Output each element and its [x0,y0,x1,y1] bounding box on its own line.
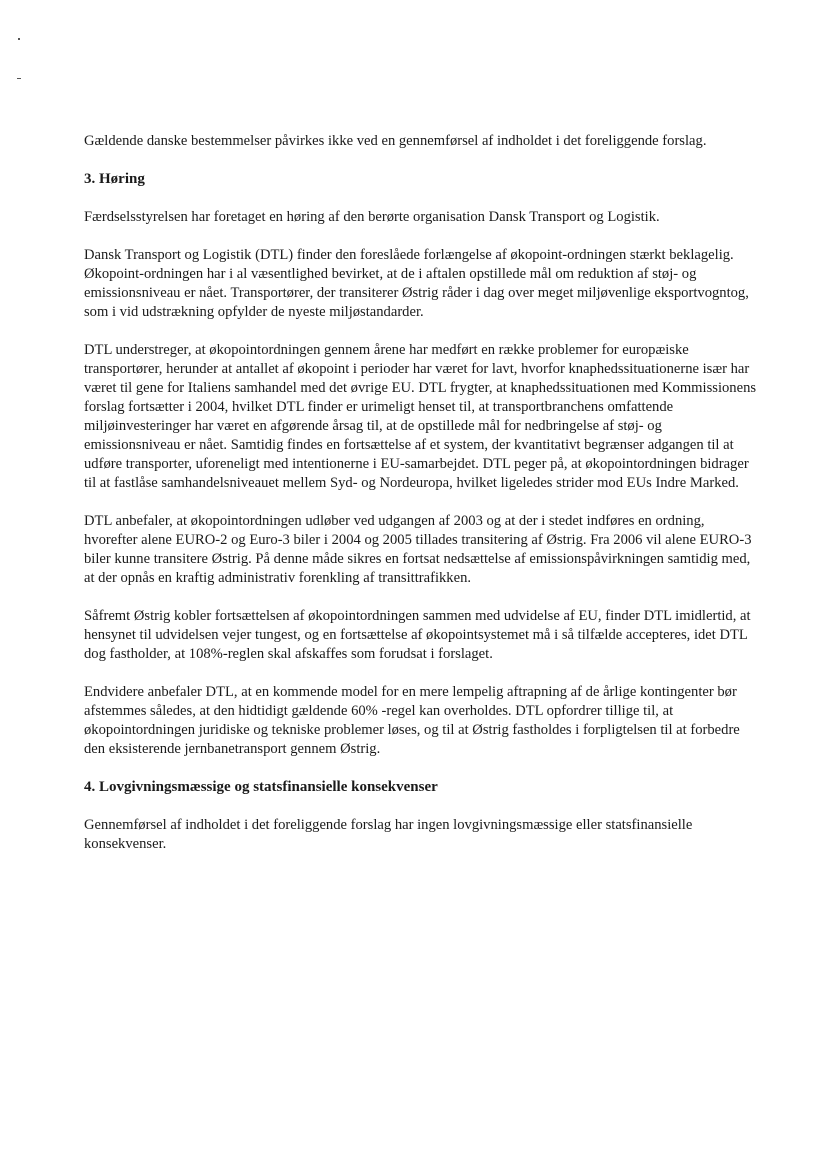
scan-mark-dash [17,78,21,79]
paragraph-hoering-5: Såfremt Østrig kobler fortsættelsen af økopointordningen sammen med udvidelse af EU, finder DTL imidlertid, at hensynet til udvidelsen vejer tungest, og en fortsættelse af økopointsystemet må i så tilfælde accepteres, idet DTL dog fastholder, at 108%-reglen skal afskaffes som forudsat i forslaget. [84,608,751,662]
paragraph-hoering-3: DTL understreger, at økopointordningen gennem årene har medført en række problemer for europæiske transportører, herunder at antallet af økopoint i perioder har været for lavt, hvorfor knaphedssituationerne især har været til gene for Italiens samhandel med det øvrige EU. DTL frygter, at knaphedssituationen med Kommissionens forslag fortsætter i 2004, hvilket DTL finder er urimeligt henset til, at transportbranchens omfattende miljøinvesteringer har været en afgørende årsag til, at de opstillede mål for nedbringelse af støj- og emissionsniveau er nået. Samtidig findes en fortsættelse af et system, der kvantitativt begrænser adgangen til at udføre transporter, uforeneligt med intentionerne i EU-samarbejdet. DTL peger på, at økopointordningen bidrager til at fastlåse samhandelsniveauet mellem Syd- og Nordeuropa, hvilket ligeledes strider mod EUs Indre Marked. [84,342,757,491]
paragraph-hoering-1: Færdselsstyrelsen har foretaget en høring af den berørte organisation Dansk Transport og Logistik. [84,209,660,225]
intro-paragraph: Gældende danske bestemmelser påvirkes ikke ved en gennemførsel af indholdet i det foreliggende forslag. [84,133,707,149]
scan-mark-dot [18,38,20,40]
paragraph-hoering-4: DTL anbefaler, at økopointordningen udløber ved udgangen af 2003 og at der i stedet indføres en ordning, hvorefter alene EURO-2 og Euro-3 biler i 2004 og 2005 tillades transitering af Østrig. Fra 2006 vil alene EURO-3 biler kunne transitere Østrig. På denne måde sikres en fortsat nedsættelse af emissionspåvirkningen samtidig med, at der opnås en kraftig administrativ forenkling af transittrafikken. [84,513,752,586]
paragraph-hoering-2: Dansk Transport og Logistik (DTL) finder den foreslåede forlængelse af økopoint-ordningen stærkt beklagelig. Økopoint-ordningen har i al væsentlighed bevirket, at de i aftalen opstillede mål om reduktion af støj- og emissionsniveau er nået. Transportører, der transiterer Østrig råder i dag over meget miljøvenlige eksportvogntog, som i vid udstrækning opfylder de nyeste miljøstandarder. [84,247,749,320]
section-heading-hoering: 3. Høring [84,171,145,187]
document-page [84,132,760,873]
paragraph-konsekvenser-1: Gennemførsel af indholdet i det foreliggende forslag har ingen lovgivningsmæssige eller statsfinansielle konsekvenser. [84,817,693,852]
paragraph-hoering-6: Endvidere anbefaler DTL, at en kommende model for en mere lempelig aftrapning af de årlige kontingenter bør afstemmes således, at den hidtidigt gældende 60% -regel kan overholdes. DTL opfordrer tillige til, at økopointordningen juridiske og tekniske problemer løses, og til at Østrig fastholdes i forpligtelsen til at forbedre den eksisterende jernbanetransport gennem Østrig. [84,684,740,757]
section-heading-konsekvenser: 4. Lovgivningsmæssige og statsfinansielle konsekvenser [84,779,438,795]
